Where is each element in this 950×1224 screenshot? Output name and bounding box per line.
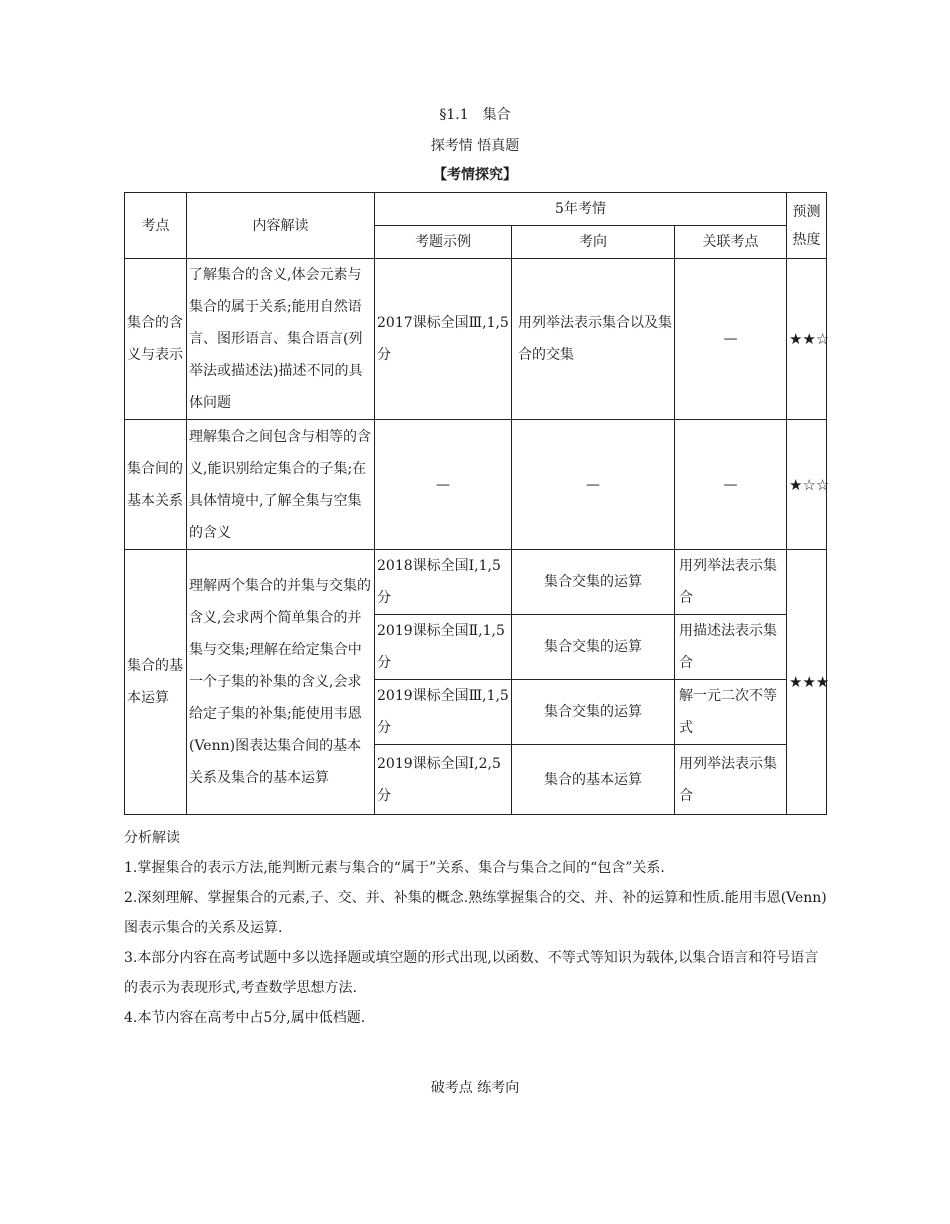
analysis-item-4: 4.本节内容在高考中占5分,属中低档题. <box>124 1010 366 1026</box>
analysis-item-1: 1.掌握集合的表示方法,能判断元素与集合的“属于”关系、集合与集合之间的“包含”关系. <box>124 860 665 876</box>
row3a-shili: 2018课标全国Ⅰ,1,5分 <box>375 550 512 615</box>
analysis-item-3: 3.本部分内容在高考试题中多以选择题或填空题的形式出现,以函数、不等式等知识为载体,以集合语言和符号语言的表示为表现形式,考查数学思想方法. <box>124 950 819 996</box>
row1-guanlian: — <box>675 259 787 420</box>
row3a-guanlian: 用列举法表示集合 <box>675 550 787 615</box>
header-guanlian: 关联考点 <box>675 226 787 259</box>
row2-kaoxiang: — <box>512 420 675 550</box>
row1-rating: ★★☆ <box>787 259 827 420</box>
header-kaoxiang: 考向 <box>512 226 675 259</box>
header-kaodian: 考点 <box>125 193 187 259</box>
row3b-guanlian: 用描述法表示集合 <box>675 615 787 680</box>
row1-kaoxiang: 用列举法表示集合以及集合的交集 <box>512 259 675 420</box>
section-subtitle: 探考情 悟真题 <box>430 138 520 154</box>
section-title: §1.1 集合 <box>439 107 511 123</box>
row2-shili: — <box>375 420 512 550</box>
header-five-year: 5年考情 <box>375 193 787 226</box>
row1-kaodian: 集合的含义与表示 <box>125 259 187 420</box>
row2-guanlian: — <box>675 420 787 550</box>
row3c-guanlian: 解一元二次不等式 <box>675 680 787 745</box>
header-neirong: 内容解读 <box>187 193 375 259</box>
row2-kaodian: 集合间的基本关系 <box>125 420 187 550</box>
analysis-section <box>124 823 830 1033</box>
row3c-shili: 2019课标全国Ⅲ,1,5分 <box>375 680 512 745</box>
row3b-shili: 2019课标全国Ⅱ,1,5分 <box>375 615 512 680</box>
analysis-item-2: 2.深刻理解、掌握集合的元素,子、交、并、补集的概念.熟练掌握集合的交、并、补的运算和性质.能用韦恩(Venn)图表示集合的关系及运算. <box>124 890 827 936</box>
row3d-shili: 2019课标全国Ⅰ,2,5分 <box>375 745 512 815</box>
row1-shili: 2017课标全国Ⅲ,1,5分 <box>375 259 512 420</box>
row3d-kaoxiang: 集合的基本运算 <box>512 745 675 815</box>
header-yuce: 预测热度 <box>787 193 827 259</box>
row3c-kaoxiang: 集合交集的运算 <box>512 680 675 745</box>
row2-neirong: 理解集合之间包含与相等的含义,能识别给定集合的子集;在具体情境中,了解全集与空集的含义 <box>187 420 375 550</box>
row3-kaodian: 集合的基本运算 <box>125 550 187 815</box>
row3b-kaoxiang: 集合交集的运算 <box>512 615 675 680</box>
table-title: 【考情探究】 <box>433 167 517 183</box>
analysis-heading: 分析解读 <box>124 830 180 846</box>
header-shili: 考题示例 <box>375 226 512 259</box>
exam-analysis-table <box>124 192 830 815</box>
row3-rating: ★★★ <box>787 550 827 815</box>
row3a-kaoxiang: 集合交集的运算 <box>512 550 675 615</box>
row1-neirong: 了解集合的含义,体会元素与集合的属于关系;能用自然语言、图形语言、集合语言(列举法或描述法)描述不同的具体问题 <box>187 259 375 420</box>
row2-rating: ★☆☆ <box>787 420 827 550</box>
row3-neirong: 理解两个集合的并集与交集的含义,会求两个简单集合的并集与交集;理解在给定集合中一个子集的补集的含义,会求给定子集的补集;能使用韦恩(Venn)图表达集合间的基本关系及集合的基本运算 <box>187 550 375 815</box>
row3d-guanlian: 用列举法表示集合 <box>675 745 787 815</box>
next-section-title: 破考点 练考向 <box>430 1080 520 1096</box>
